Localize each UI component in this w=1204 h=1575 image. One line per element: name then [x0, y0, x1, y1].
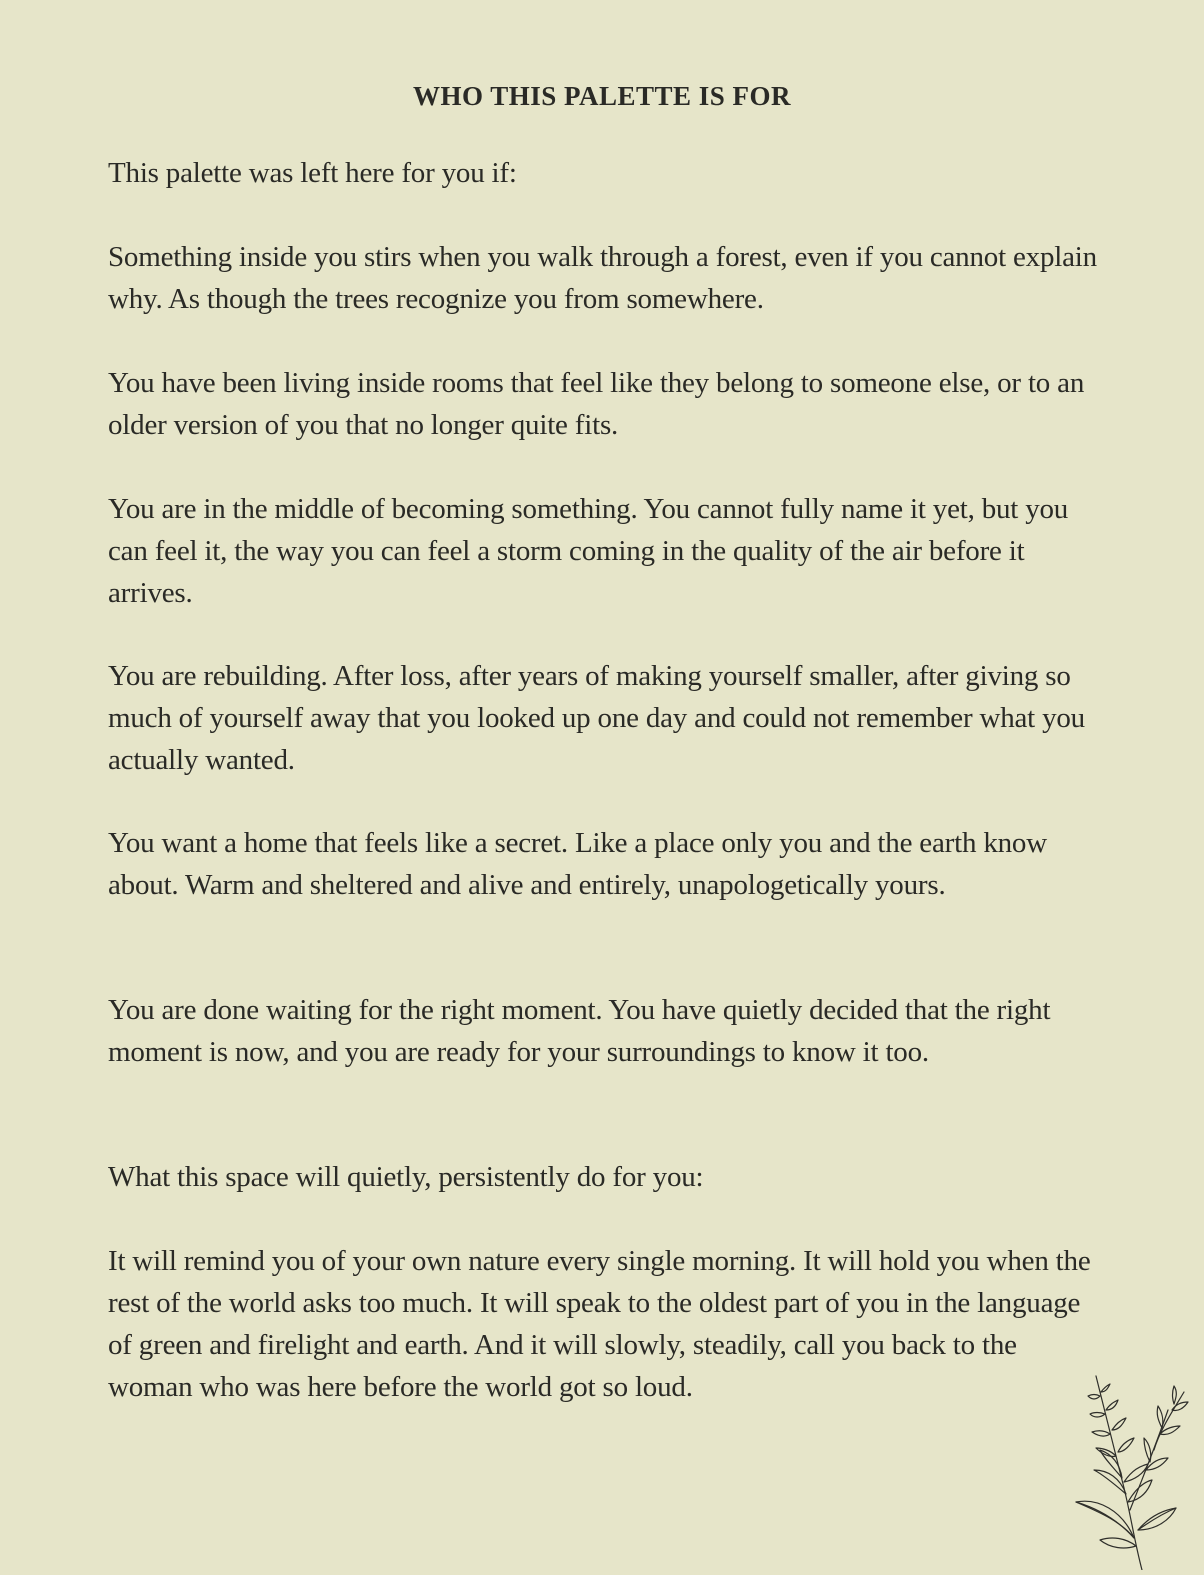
paragraph-rooms: You have been living inside rooms that feel like they belong to someone else, or to an older version of you that no longer quite fits.: [108, 367, 1085, 441]
paragraph-closing: It will remind you of your own nature every single morning. It will hold you when the rest of the world asks too much. It will speak to the oldest part of you in the language of green and firelight and earth. And it will slowly, steadily, call you back to the woman who was here before the world got so loud.: [108, 1245, 1091, 1403]
botanical-sprig-icon: [1072, 1370, 1192, 1570]
paragraph-secret-home: You want a home that feels like a secret. Like a place only you and the earth know about. Warm and sheltered and alive and entirely, unapologetically yours.: [108, 827, 1047, 901]
intro-paragraph: This palette was left here for you if:: [108, 157, 517, 189]
paragraph-rebuilding: You are rebuilding. After loss, after years of making yourself smaller, after giving so much of yourself away that you looked up one day and could not remember what you actually wanted.: [108, 660, 1085, 776]
paragraph-right-moment: You are done waiting for the right moment. You have quietly decided that the right moment is now, and you are ready for your surroundings to know it too.: [108, 994, 1051, 1068]
paragraph-forest: Something inside you stirs when you walk through a forest, even if you cannot explain why. As though the trees recognize you from somewhere.: [108, 241, 1097, 315]
paragraph-becoming: You are in the middle of becoming something. You cannot fully name it yet, but you can feel it, the way you can feel a storm coming in the quality of the air before it arrives.: [108, 493, 1069, 609]
page-title: WHO THIS PALETTE IS FOR: [412, 81, 792, 111]
paragraph-what-space-does: What this space will quietly, persistently do for you:: [108, 1161, 704, 1193]
